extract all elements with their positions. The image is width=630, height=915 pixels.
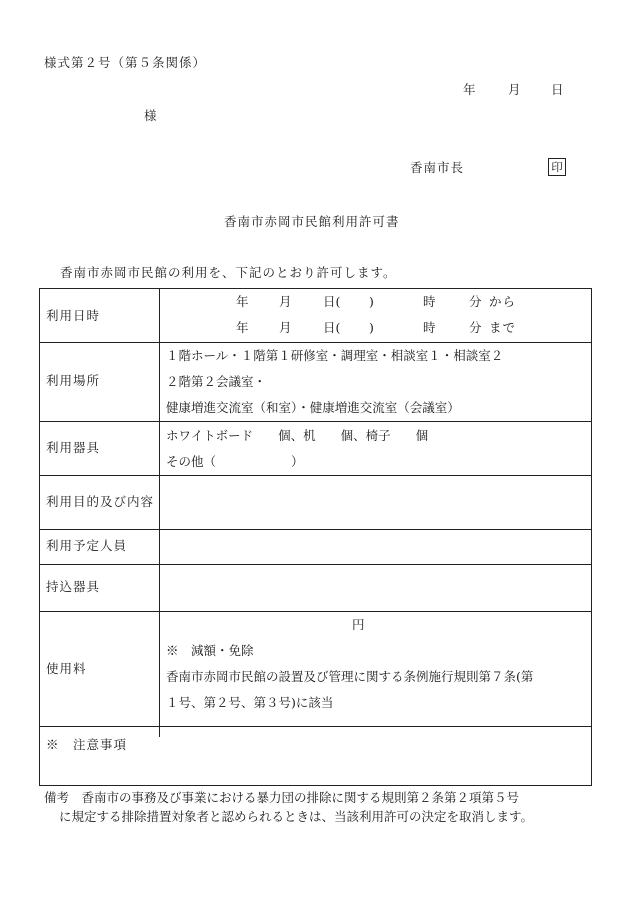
from-month: 月	[279, 294, 292, 309]
from-minute: 分	[469, 294, 482, 309]
document-title: 香南市赤岡市民館利用許可書	[224, 214, 400, 229]
place-line-1: １階ホール・１階第１研修室・調理室・相談室１・相談室２	[166, 348, 504, 363]
to-hour: 時	[423, 320, 436, 335]
equipment-line-1: ホワイトボード 個、机 個、椅子 個	[166, 428, 429, 443]
fee-unit: 円	[352, 617, 365, 632]
seal-mark: 印	[548, 158, 566, 176]
row-divider	[40, 421, 591, 422]
equipment-line-2: その他（ ）	[166, 454, 304, 469]
to-minute: 分	[469, 320, 482, 335]
intro-text: 香南市赤岡市民館の利用を、下記のとおり許可します。	[60, 265, 397, 280]
remarks-line-1: 備考 香南市の事務及び事業における暴力団の排除に関する規則第２条第２項第５号	[44, 790, 520, 805]
remarks-line-2: に規定する排除措置対象者と認められるときは、当該利用許可の決定を取消します。	[59, 809, 534, 824]
row-divider	[40, 342, 591, 343]
carry-in-label: 持込器具	[46, 579, 101, 594]
equipment-label: 利用器具	[46, 440, 101, 455]
from-day: 日(	[323, 294, 341, 309]
fee-rule-line-1: 香南市赤岡市民館の設置及び管理に関する条例施行規則第７条(第	[166, 669, 534, 684]
from-suffix: から	[489, 294, 517, 309]
row-divider	[40, 611, 591, 612]
to-year: 年	[236, 320, 249, 335]
date-month-label: 月	[508, 82, 521, 97]
to-weekday-close: )	[369, 320, 374, 335]
datetime-label: 利用日時	[46, 308, 101, 323]
from-year: 年	[236, 294, 249, 309]
place-line-2: ２階第２会議室・	[166, 374, 267, 389]
place-label: 利用場所	[46, 373, 101, 388]
notes-label: ※ 注意事項	[46, 737, 128, 752]
place-line-3: 健康増進交流室（和室）・健康増進交流室（会議室）	[166, 400, 460, 415]
permit-form-table	[39, 288, 592, 786]
row-divider	[40, 529, 591, 530]
issuer-name: 香南市長	[410, 160, 465, 175]
attendance-label: 利用予定人員	[46, 538, 128, 553]
from-hour: 時	[423, 294, 436, 309]
purpose-label: 利用目的及び内容	[46, 494, 155, 509]
to-month: 月	[279, 320, 292, 335]
form-number: 様式第２号（第５条関係）	[44, 55, 207, 70]
to-suffix: まで	[489, 320, 517, 335]
addressee-suffix: 様	[144, 108, 157, 123]
to-day: 日(	[323, 320, 341, 335]
fee-rule-line-2: １号、第２号、第３号)に該当	[166, 695, 334, 710]
row-divider	[40, 475, 591, 476]
fee-label: 使用料	[46, 661, 87, 676]
column-divider	[159, 289, 160, 737]
from-weekday-close: )	[369, 294, 374, 309]
date-year-label: 年	[463, 82, 476, 97]
date-day-label: 日	[551, 82, 564, 97]
fee-reduction: ※ 減額・免除	[166, 643, 254, 658]
row-divider	[40, 726, 591, 727]
row-divider	[40, 564, 591, 565]
